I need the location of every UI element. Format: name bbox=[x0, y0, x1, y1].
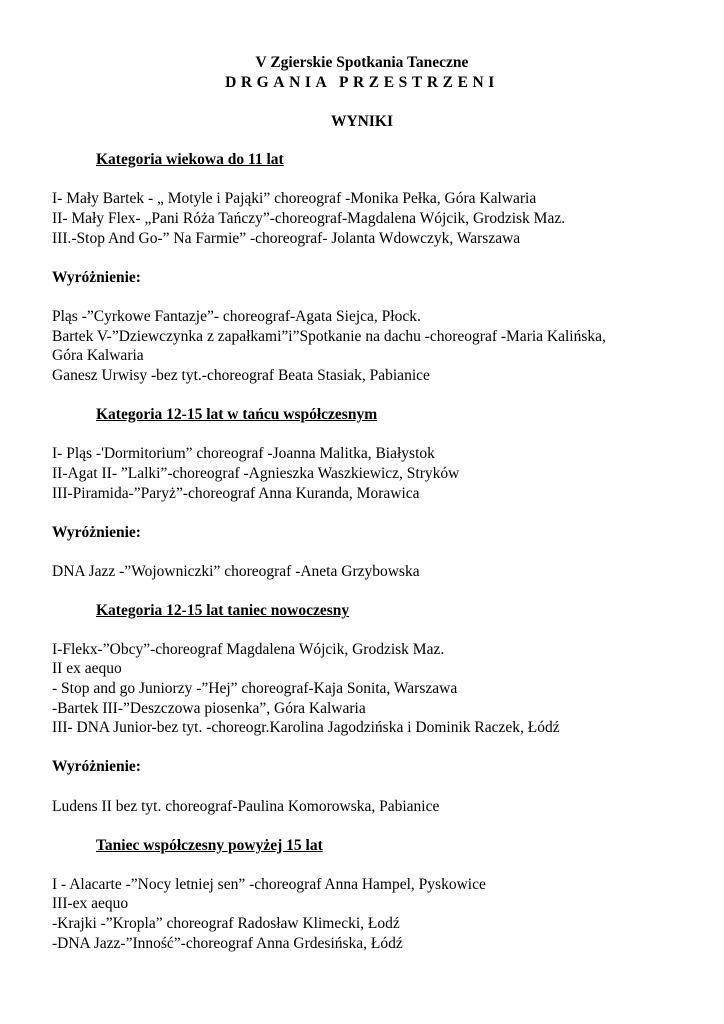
result-line: III- DNA Junior-bez tyt. -choreogr.Karolina Jagodzińska i Dominik Raczek, Łódź bbox=[52, 719, 560, 736]
result-line: -DNA Jazz-”Inność”-choreograf Anna Grdesińska, Łódź bbox=[52, 935, 403, 952]
section-heading-modern-12-15: Kategoria 12-15 lat taniec nowoczesny bbox=[96, 602, 350, 619]
distinction-line: Góra Kalwaria bbox=[52, 347, 144, 364]
section-heading-contemporary-15-plus: Taniec współczesny powyżej 15 lat bbox=[96, 837, 323, 854]
result-line: I-Flekx-”Obcy”-choreograf Magdalena Wójcik, Grodzisk Maz. bbox=[52, 641, 445, 658]
results-heading: WYNIKI bbox=[330, 113, 393, 130]
result-line: -Krajki -”Kropla” choreograf Radosław Klimecki, Łodź bbox=[52, 915, 400, 932]
document-subtitle: DRGANIA PRZESTRZENI bbox=[225, 74, 499, 91]
result-line: II ex aequo bbox=[52, 660, 122, 677]
result-line: I- Pląs -'Dormitorium” choreograf -Joanna Malitka, Białystok bbox=[52, 445, 435, 462]
result-line: -Bartek III-”Deszczowa piosenka”, Góra Kalwaria bbox=[52, 700, 366, 717]
result-line: III-ex aequo bbox=[52, 895, 129, 912]
distinction-line: DNA Jazz -”Wojowniczki” choreograf -Aneta Grzybowska bbox=[52, 563, 420, 580]
distinction-line: Ludens II bez tyt. choreograf-Paulina Komorowska, Pabianice bbox=[52, 798, 440, 815]
result-line: II- Mały Flex- „Pani Róża Tańczy”-choreograf-Magdalena Wójcik, Grodzisk Maz. bbox=[52, 210, 566, 227]
section-heading-age-11: Kategoria wiekowa do 11 lat bbox=[96, 151, 284, 168]
result-line: III-Piramida-”Paryż”-choreograf Anna Kuranda, Morawica bbox=[52, 485, 420, 502]
distinction-line: Bartek V-”Dziewczynka z zapałkami”i”Spotkanie na dachu -choreograf -Maria Kalińska, bbox=[52, 328, 606, 345]
distinction-line: Pląs -”Cyrkowe Fantazje”- choreograf-Agata Siejca, Płock. bbox=[52, 308, 421, 325]
document-title: V Zgierskie Spotkania Taneczne bbox=[255, 54, 469, 71]
result-line: II-Agat II- ”Lalki”-choreograf -Agnieszka Waszkiewicz, Stryków bbox=[52, 465, 460, 482]
distinction-label: Wyróżnienie: bbox=[52, 269, 141, 286]
distinction-label: Wyróżnienie: bbox=[52, 524, 141, 541]
section-heading-contemporary-12-15: Kategoria 12-15 lat w tańcu współczesnym bbox=[96, 406, 378, 423]
distinction-label: Wyróżnienie: bbox=[52, 758, 141, 775]
distinction-line: Ganesz Urwisy -bez tyt.-choreograf Beata Stasiak, Pabianice bbox=[52, 367, 430, 384]
result-line: I- Mały Bartek - „ Motyle i Pająki” choreograf -Monika Pełka, Góra Kalwaria bbox=[52, 190, 537, 207]
result-line: III.-Stop And Go-” Na Farmie” -choreograf- Jolanta Wdowczyk, Warszawa bbox=[52, 230, 521, 247]
result-line: - Stop and go Juniorzy -”Hej” choreograf-Kaja Sonita, Warszawa bbox=[52, 680, 458, 697]
result-line: I - Alacarte -”Nocy letniej sen” -choreograf Anna Hampel, Pyskowice bbox=[52, 876, 486, 893]
